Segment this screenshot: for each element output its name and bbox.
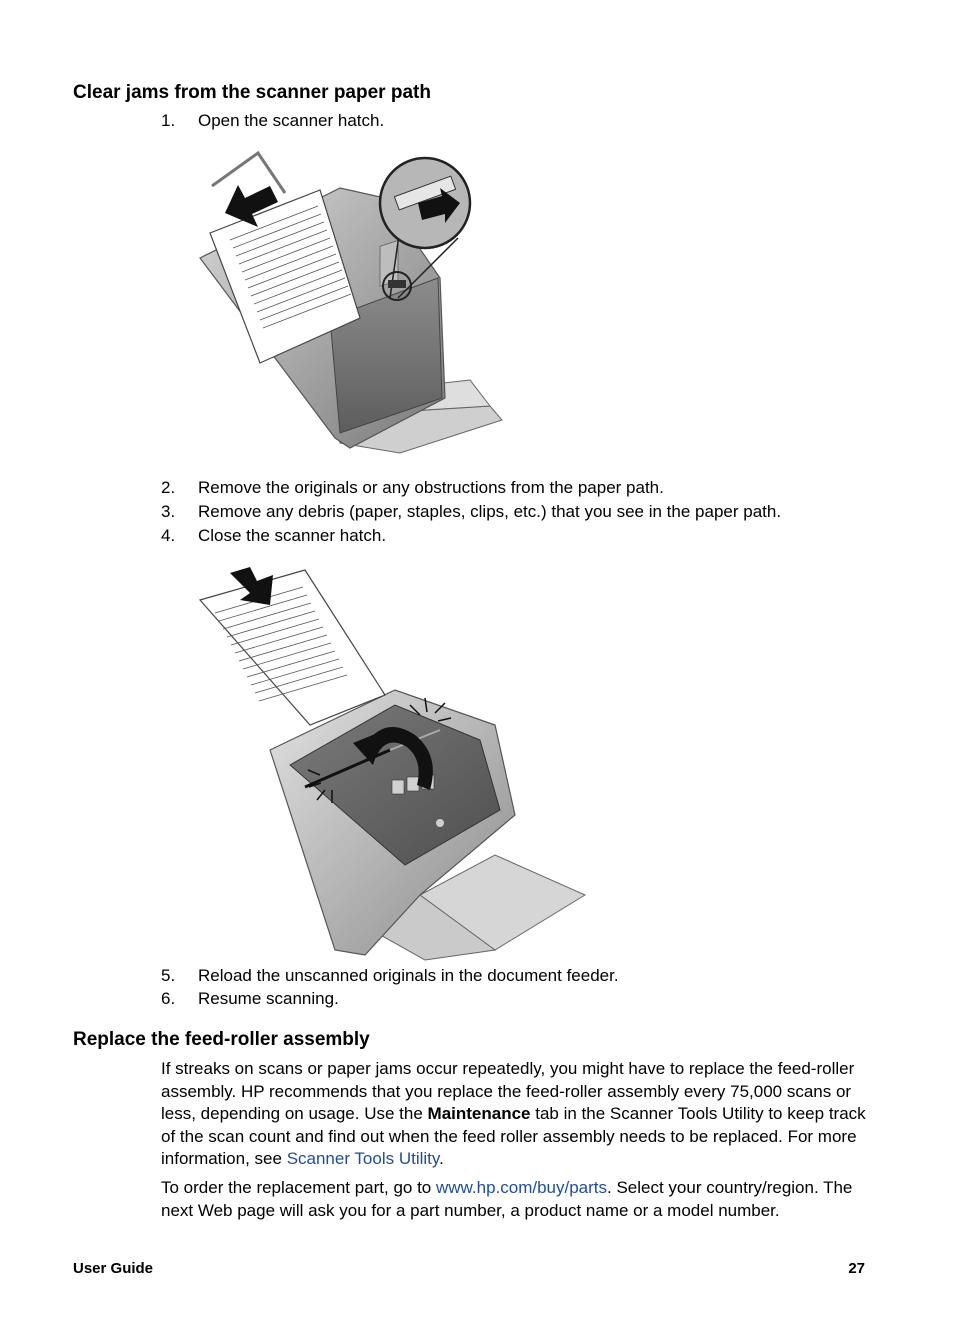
step-6 [161,988,339,1010]
text-run: To order the replacement part, go to [161,1178,436,1197]
text-run: tab in the Scanner Tools Utility to keep track of the scan count and find out when the feed roller assembly needs to be replaced. For more information, see [161,1104,866,1168]
page-number: 27 [848,1260,865,1277]
paragraph-roller-info [161,1058,867,1171]
step-3 [161,501,781,523]
step-number: 5. [161,966,176,985]
step-number: 4. [161,526,176,545]
figure-close-hatch [195,565,590,963]
section-heading-replace-roller: Replace the feed-roller assembly [73,1029,370,1050]
text-run: If streaks on scans or paper jams occur repeatedly, you might have to replace the feed-roller assembly. HP recommends that you replace the feed-roller assembly every 75,000 scans or less, depending on usage. Use the [161,1059,855,1123]
text-run: . [439,1149,444,1168]
text-run: . Select your country/region. The next Web page will ask you for a part number, a product name or a model number. [161,1178,853,1220]
step-text: Close the scanner hatch. [198,526,387,545]
link-scanner-tools-utility[interactable]: Scanner Tools Utility [286,1149,440,1168]
step-5 [161,965,619,987]
step-text: Remove any debris (paper, staples, clips, etc.) that you see in the paper path. [198,502,782,521]
step-1 [161,110,384,132]
step-number: 3. [161,502,176,521]
step-number: 1. [161,111,176,130]
bold-maintenance: Maintenance [427,1104,531,1123]
figure-open-hatch [190,148,510,473]
step-text: Open the scanner hatch. [198,111,385,130]
step-number: 6. [161,989,176,1008]
link-hp-buy-parts[interactable]: www.hp.com/buy/parts [436,1178,608,1197]
step-text: Resume scanning. [198,989,339,1008]
step-number: 2. [161,478,176,497]
step-2 [161,477,664,499]
section-heading-clear-jams: Clear jams from the scanner paper path [73,82,431,103]
step-text: Reload the unscanned originals in the document feeder. [198,966,619,985]
paragraph-order-part [161,1177,867,1222]
footer-title: User Guide [73,1260,154,1277]
step-text: Remove the originals or any obstructions from the paper path. [198,478,664,497]
step-4 [161,525,386,547]
